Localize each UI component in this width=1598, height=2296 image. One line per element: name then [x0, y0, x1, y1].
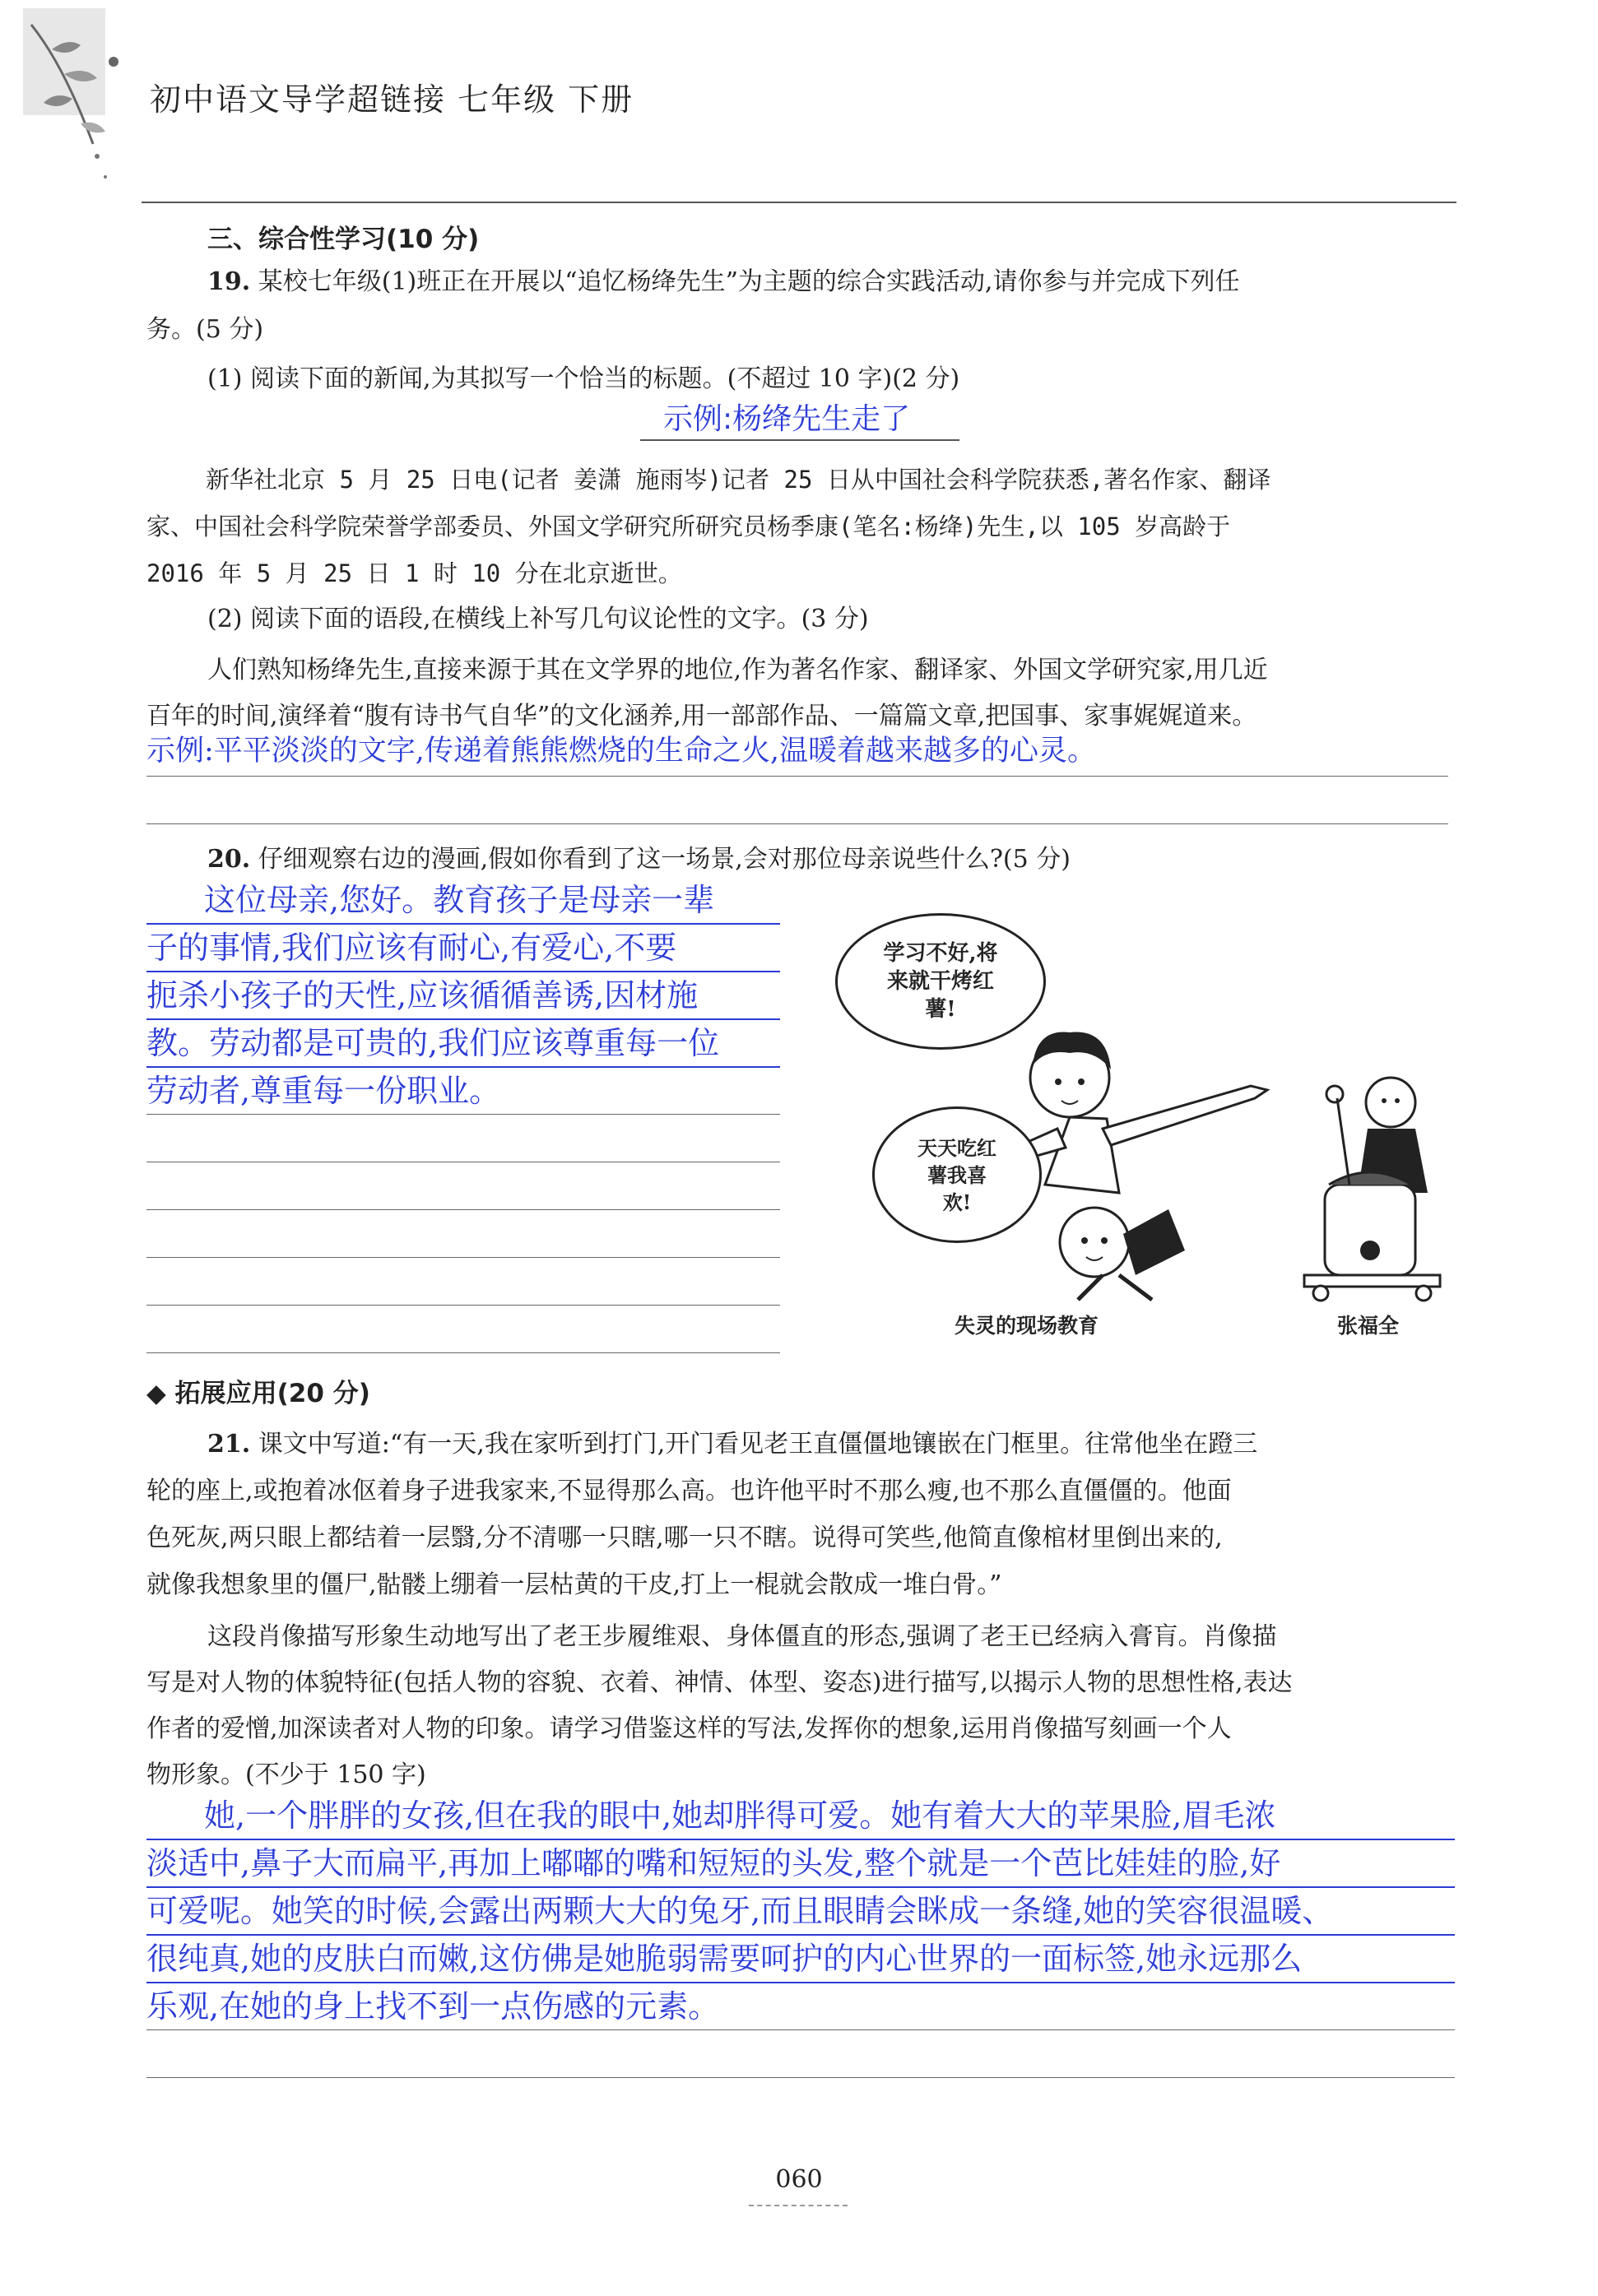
q21-desc-line4: 物形象。(不少于 150 字) [146, 1760, 426, 1789]
news-line3: 2016 年 5 月 25 日 1 时 10 分在北京逝世。 [146, 559, 682, 587]
answer-line [146, 1209, 780, 1210]
q19-number: 19. [207, 267, 251, 296]
q20-text: 仔细观察右边的漫画,假如你看到了这一场景,会对那位母亲说些什么?(5 分) [258, 845, 1071, 874]
q19-text-line2: 务。(5 分) [146, 315, 264, 344]
q20-answer-line: 扼杀小孩子的天性,应该循循善诱,因材施 [146, 977, 699, 1013]
book-title: 初中语文导学超链接 七年级 下册 [150, 81, 634, 118]
answer-line [146, 1257, 780, 1258]
cartoon-author: 张福全 [1337, 1314, 1400, 1338]
bubble-child-text: 天天吃红薯我喜欢! [917, 1135, 996, 1214]
q21-answer-line: 可爱呢。她笑的时候,会露出两颗大大的兔牙,而且眼睛会眯成一条缝,她的笑容很温暖、 [146, 1893, 1334, 1929]
q19-line1 [207, 259, 1458, 305]
q19-sub1-answer-line [640, 439, 959, 441]
q19-passage [146, 647, 1463, 740]
answer-line [146, 1305, 780, 1306]
q20-answer-block [146, 876, 780, 1357]
section3-heading: 三、综合性学习(10 分) [207, 225, 480, 254]
answer-line [146, 1352, 780, 1353]
q21-quote-line3: 色死灰,两只眼上都结着一层翳,分不清哪一只瞎,哪一只不瞎。说得可笑些,他简直像棺材里倒出来的, [146, 1524, 1223, 1552]
answer-line [146, 823, 1448, 824]
q21-answer-block [146, 1792, 1455, 2088]
q19-sub1-answer: 示例:杨绛先生走了 [663, 402, 911, 436]
answer-line [146, 2029, 1455, 2030]
q19-text-line1: 某校七年级(1)班正在开展以“追忆杨绛先生”为主题的综合实践活动,请你参与并完成下列任 [258, 267, 1240, 296]
q21-desc-line3: 作者的爱憎,加深读者对人物的印象。请学习借鉴这样的写法,发挥你的想象,运用肖像描写刻画一个人 [146, 1714, 1232, 1743]
q20-answer-line: 子的事情,我们应该有耐心,有爱心,不要 [146, 930, 677, 966]
q20-answer-line: 劳动者,尊重每一份职业。 [146, 1073, 501, 1109]
diamond-icon: ◆ [146, 1379, 175, 1408]
passage-line1: 人们熟知杨绛先生,直接来源于其在文学界的地位,作为著名作家、翻译家、外国文学研究家,用几近 [207, 656, 1268, 684]
q21-desc-line1: 这段肖像描写形象生动地写出了老王步履维艰、身体僵直的形态,强调了老王已经病入膏肓。肖像描 [207, 1622, 1277, 1651]
q19-news [146, 457, 1463, 597]
footer-dash [749, 2205, 848, 2206]
news-line1: 新华社北京 5 月 25 日电(记者 姜潇 施雨岑)记者 25 日从中国社会科学院获悉,著名作家、翻译 [206, 466, 1271, 494]
answer-line [146, 2077, 1455, 2078]
section4-heading [146, 1372, 370, 1409]
answer-line [146, 776, 1448, 777]
q20-number: 20. [207, 845, 251, 874]
answer-line [146, 1114, 780, 1115]
bubble-mother [835, 913, 1046, 1050]
header-ornament [15, 0, 138, 197]
q21-quote-line2: 轮的座上,或抱着冰伛着身子进我家来,不显得那么高。也许他平时不那么瘦,也不那么直僵僵的。他面 [146, 1477, 1232, 1505]
q21-quote-line1 [146, 1421, 1463, 1468]
q19-sub2-answer: 示例:平平淡淡的文字,传递着熊熊燃烧的生命之火,温暖着越来越多的心灵。 [146, 735, 1097, 768]
q21-answer-line: 淡适中,鼻子大而扁平,再加上嘟嘟的嘴和短短的头发,整个就是一个芭比娃娃的脸,好 [146, 1845, 1281, 1881]
cartoon-caption: 失灵的现场教育 [955, 1314, 1099, 1338]
news-line2: 家、中国社会科学院荣誉学部委员、外国文学研究所研究员杨季康(笔名:杨绛)先生,以 105 岁高龄于 [146, 513, 1231, 540]
bubble-mother-text: 学习不好,将来就干烤红薯! [883, 941, 998, 1022]
q20-answer-line: 教。劳动都是可贵的,我们应该尊重每一位 [146, 1025, 720, 1061]
q19-sub2: (2) 阅读下面的语段,在横线上补写几句议论性的文字。(3 分) [207, 605, 869, 633]
bubble-child [872, 1106, 1042, 1243]
page-number: 060 [775, 2165, 823, 2194]
q21-quote-line1-text: 课文中写道:“有一天,我在家听到打门,开门看见老王直僵僵地镶嵌在门框里。往常他坐在蹬三 [258, 1430, 1258, 1459]
q19-sub1: (1) 阅读下面的新闻,为其拟写一个恰当的标题。(不超过 10 字)(2 分) [207, 364, 960, 393]
q21-answer-line: 很纯真,她的皮肤白而嫩,这仿佛是她脆弱需要呵护的内心世界的一面标签,她永远那么 [146, 1941, 1303, 1977]
q21-answer-line: 乐观,在她的身上找不到一点伤感的元素。 [146, 1988, 720, 2025]
header-rule [142, 202, 1456, 203]
q21-number: 21. [207, 1430, 251, 1459]
q21-desc [146, 1614, 1463, 1798]
q21-answer-line: 她,一个胖胖的女孩,但在我的眼中,她却胖得可爱。她有着大大的苹果脸,眉毛浓 [204, 1797, 1276, 1834]
section4-heading-text: 拓展应用(20 分) [174, 1379, 370, 1408]
q20-answer-line: 这位母亲,您好。教育孩子是母亲一辈 [204, 882, 715, 918]
q21-desc-line2: 写是对人物的体貌特征(包括人物的容貌、衣着、神情、体型、姿态)进行描写,以揭示人物的思想性格,表达 [146, 1668, 1293, 1697]
q21-quote-line4: 就像我想象里的僵尸,骷髅上绷着一层枯黄的干皮,打上一棍就会散成一堆白骨。” [146, 1570, 1002, 1599]
q21-quote [146, 1421, 1463, 1608]
cartoon [823, 913, 1448, 1357]
passage-line2: 百年的时间,演绎着“腹有诗书气自华”的文化涵养,用一部部作品、一篇篇文章,把国事、家事娓娓道来。 [146, 702, 1257, 731]
